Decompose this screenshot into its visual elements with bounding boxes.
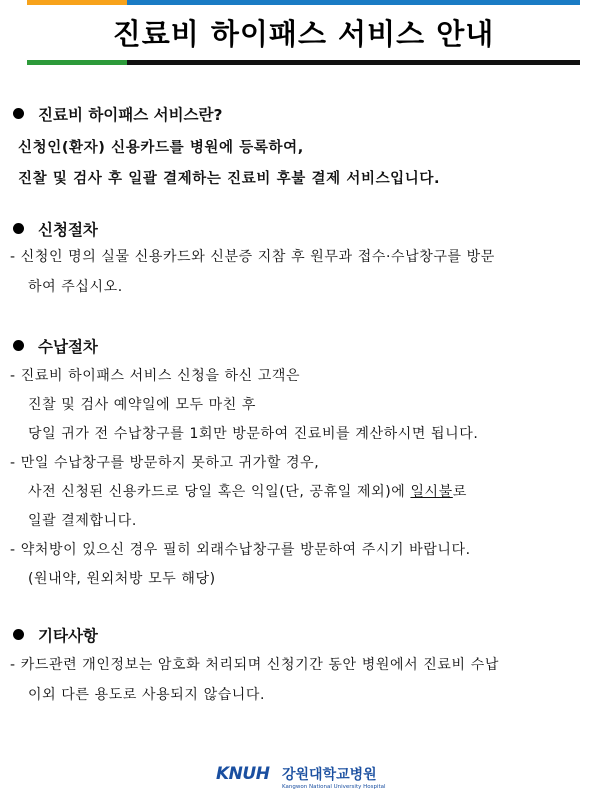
bullet-icon (13, 629, 24, 640)
other-line-2: 이외 다른 용도로 사용되지 않습니다. (28, 687, 266, 703)
bullet-icon (13, 108, 24, 119)
payment-line-4: - 만일 수납창구를 방문하지 못하고 귀가할 경우, (10, 455, 320, 471)
logo-name: 강원대학교병원 (282, 767, 377, 783)
section-heading-text: 진료비 하이패스 서비스란? (38, 106, 223, 124)
section-heading (10, 625, 600, 647)
title-underline-green (27, 60, 127, 65)
payment-line-2: 진찰 및 검사 예약일에 모두 마친 후 (28, 397, 257, 413)
section-intro (10, 104, 600, 126)
apply-line-1: - 신청인 명의 실물 신용카드와 신분증 지참 후 원무과 접수·수납창구를 방문 (10, 249, 495, 265)
intro-line-2: 진찰 및 검사 후 일괄 결제하는 진료비 후불 결제 서비스입니다. (18, 171, 441, 187)
section-heading (10, 219, 600, 241)
payment-line-8: (원내약, 원외처방 모두 해당) (28, 571, 216, 587)
payment-line-3: 당일 귀가 전 수납창구를 1회만 방문하여 진료비를 계산하시면 됩니다. (28, 426, 479, 442)
logo-mark: KNUH (216, 764, 270, 784)
payment-line-6: 일괄 결제합니다. (28, 513, 137, 529)
bullet-icon (13, 223, 24, 234)
header-accent-blue (127, 0, 580, 5)
section-other (10, 625, 600, 647)
hospital-logo (216, 762, 396, 794)
lump-sum-underlined: 일시불 (410, 484, 453, 500)
section-heading-text: 기타사항 (38, 627, 98, 645)
payment-line-1: - 진료비 하이패스 서비스 신청을 하신 고객은 (10, 368, 301, 384)
apply-line-2: 하여 주십시오. (28, 279, 123, 295)
bullet-icon (13, 340, 24, 351)
section-payment (10, 336, 600, 358)
intro-line-1: 신청인(환자) 신용카드를 병원에 등록하여, (18, 140, 304, 156)
page-title: 진료비 하이패스 서비스 안내 (112, 17, 495, 51)
section-heading-text: 수납절차 (38, 338, 98, 356)
header-accent-orange (27, 0, 127, 5)
payment-line-5-suffix: 로 (452, 484, 467, 500)
section-heading (10, 104, 600, 126)
section-heading (10, 336, 600, 358)
title-underline-black (127, 60, 580, 65)
payment-line-5-text: 사전 신청된 신용카드로 당일 혹은 익일(단, 공휴일 제외)에 (28, 484, 411, 500)
logo-subtitle: Kangwon National University Hospital (282, 784, 386, 790)
other-line-1: - 카드관련 개인정보는 암호화 처리되며 신청기간 동안 병원에서 진료비 수납 (10, 657, 499, 673)
section-heading-text: 신청절차 (38, 221, 98, 239)
section-apply (10, 219, 600, 241)
payment-line-5 (28, 482, 467, 502)
payment-line-7: - 약처방이 있으신 경우 필히 외래수납창구를 방문하여 주시기 바랍니다. (10, 542, 471, 558)
